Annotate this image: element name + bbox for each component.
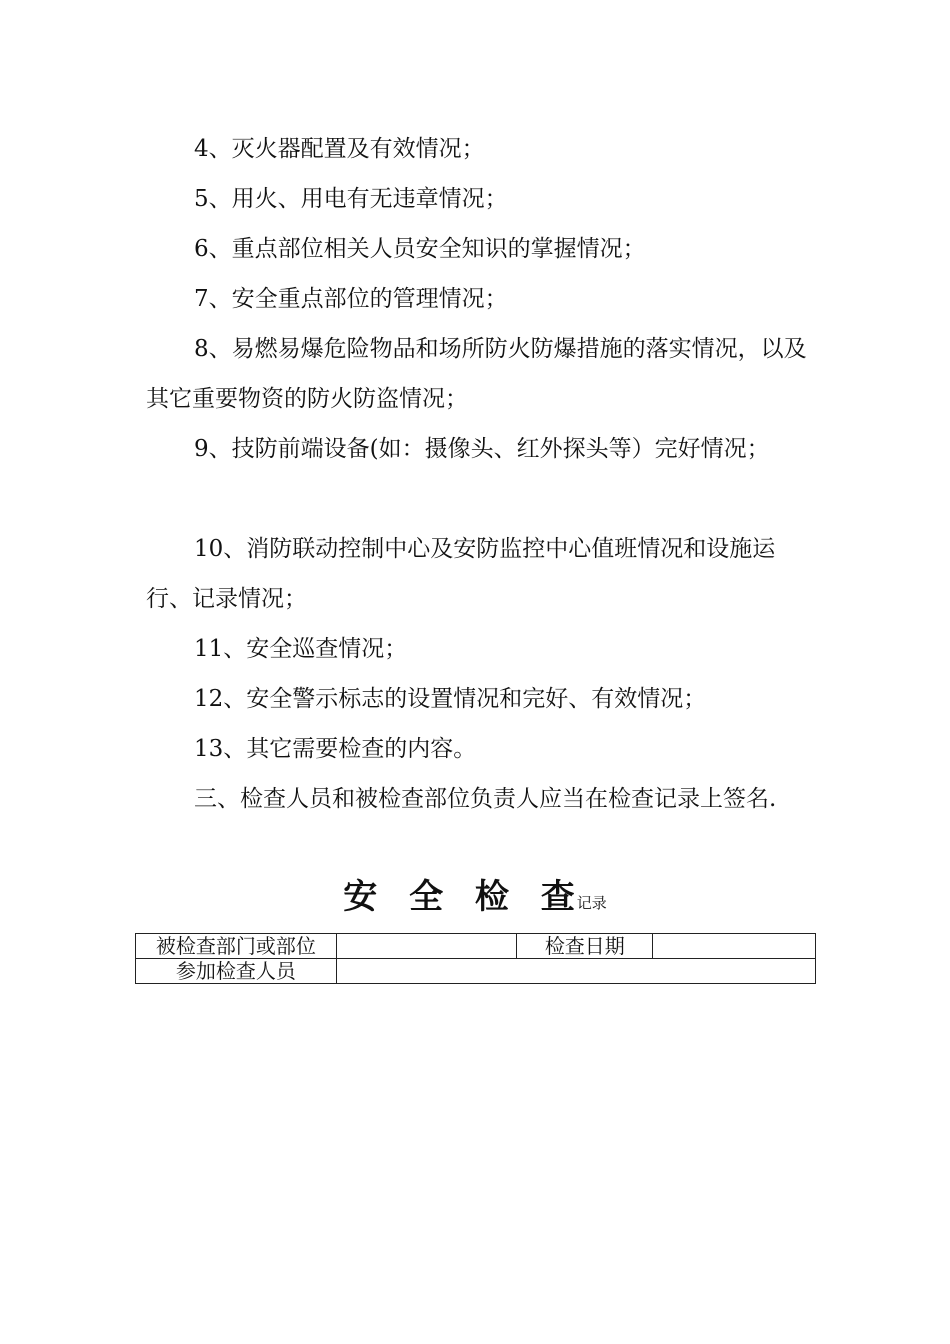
item-8: 8、易燃易爆危险物品和场所防火防爆措施的落实情况，以及其它重要物资的防火防盗情况； [146, 336, 807, 412]
dept-label-cell: 被检查部门或部位 [136, 934, 337, 959]
item-13: 13、其它需要检查的内容。 [194, 736, 477, 762]
item-11: 11、安全巡查情况； [194, 636, 408, 662]
staff-value-cell[interactable] [336, 959, 815, 984]
record-title [0, 874, 950, 926]
record-title-main: 安 全 检 查 [343, 877, 585, 917]
inspection-record-table [135, 933, 816, 984]
table-row [136, 934, 816, 959]
item-10: 10、消防联动控制中心及安防监控中心值班情况和设施运行、记录情况； [146, 536, 776, 612]
dept-value-cell[interactable] [336, 934, 517, 959]
signature-clause: 三、检查人员和被检查部位负责人应当在检查记录上签名. [194, 786, 777, 812]
item-9: 9、技防前端设备(如：摄像头、红外探头等）完好情况； [194, 436, 770, 462]
date-value-cell[interactable] [653, 934, 816, 959]
item-4: 4、灭火器配置及有效情况； [194, 136, 485, 162]
record-title-suffix: 记录 [576, 894, 607, 912]
item-12: 12、安全警示标志的设置情况和完好、有效情况； [194, 686, 707, 712]
staff-label-cell: 参加检查人员 [136, 959, 337, 984]
table-row [136, 959, 816, 984]
item-7: 7、安全重点部位的管理情况； [194, 286, 508, 312]
date-label-cell: 检查日期 [517, 934, 653, 959]
item-6: 6、重点部位相关人员安全知识的掌握情况； [194, 236, 646, 262]
item-5: 5、用火、用电有无违章情况； [194, 186, 508, 212]
